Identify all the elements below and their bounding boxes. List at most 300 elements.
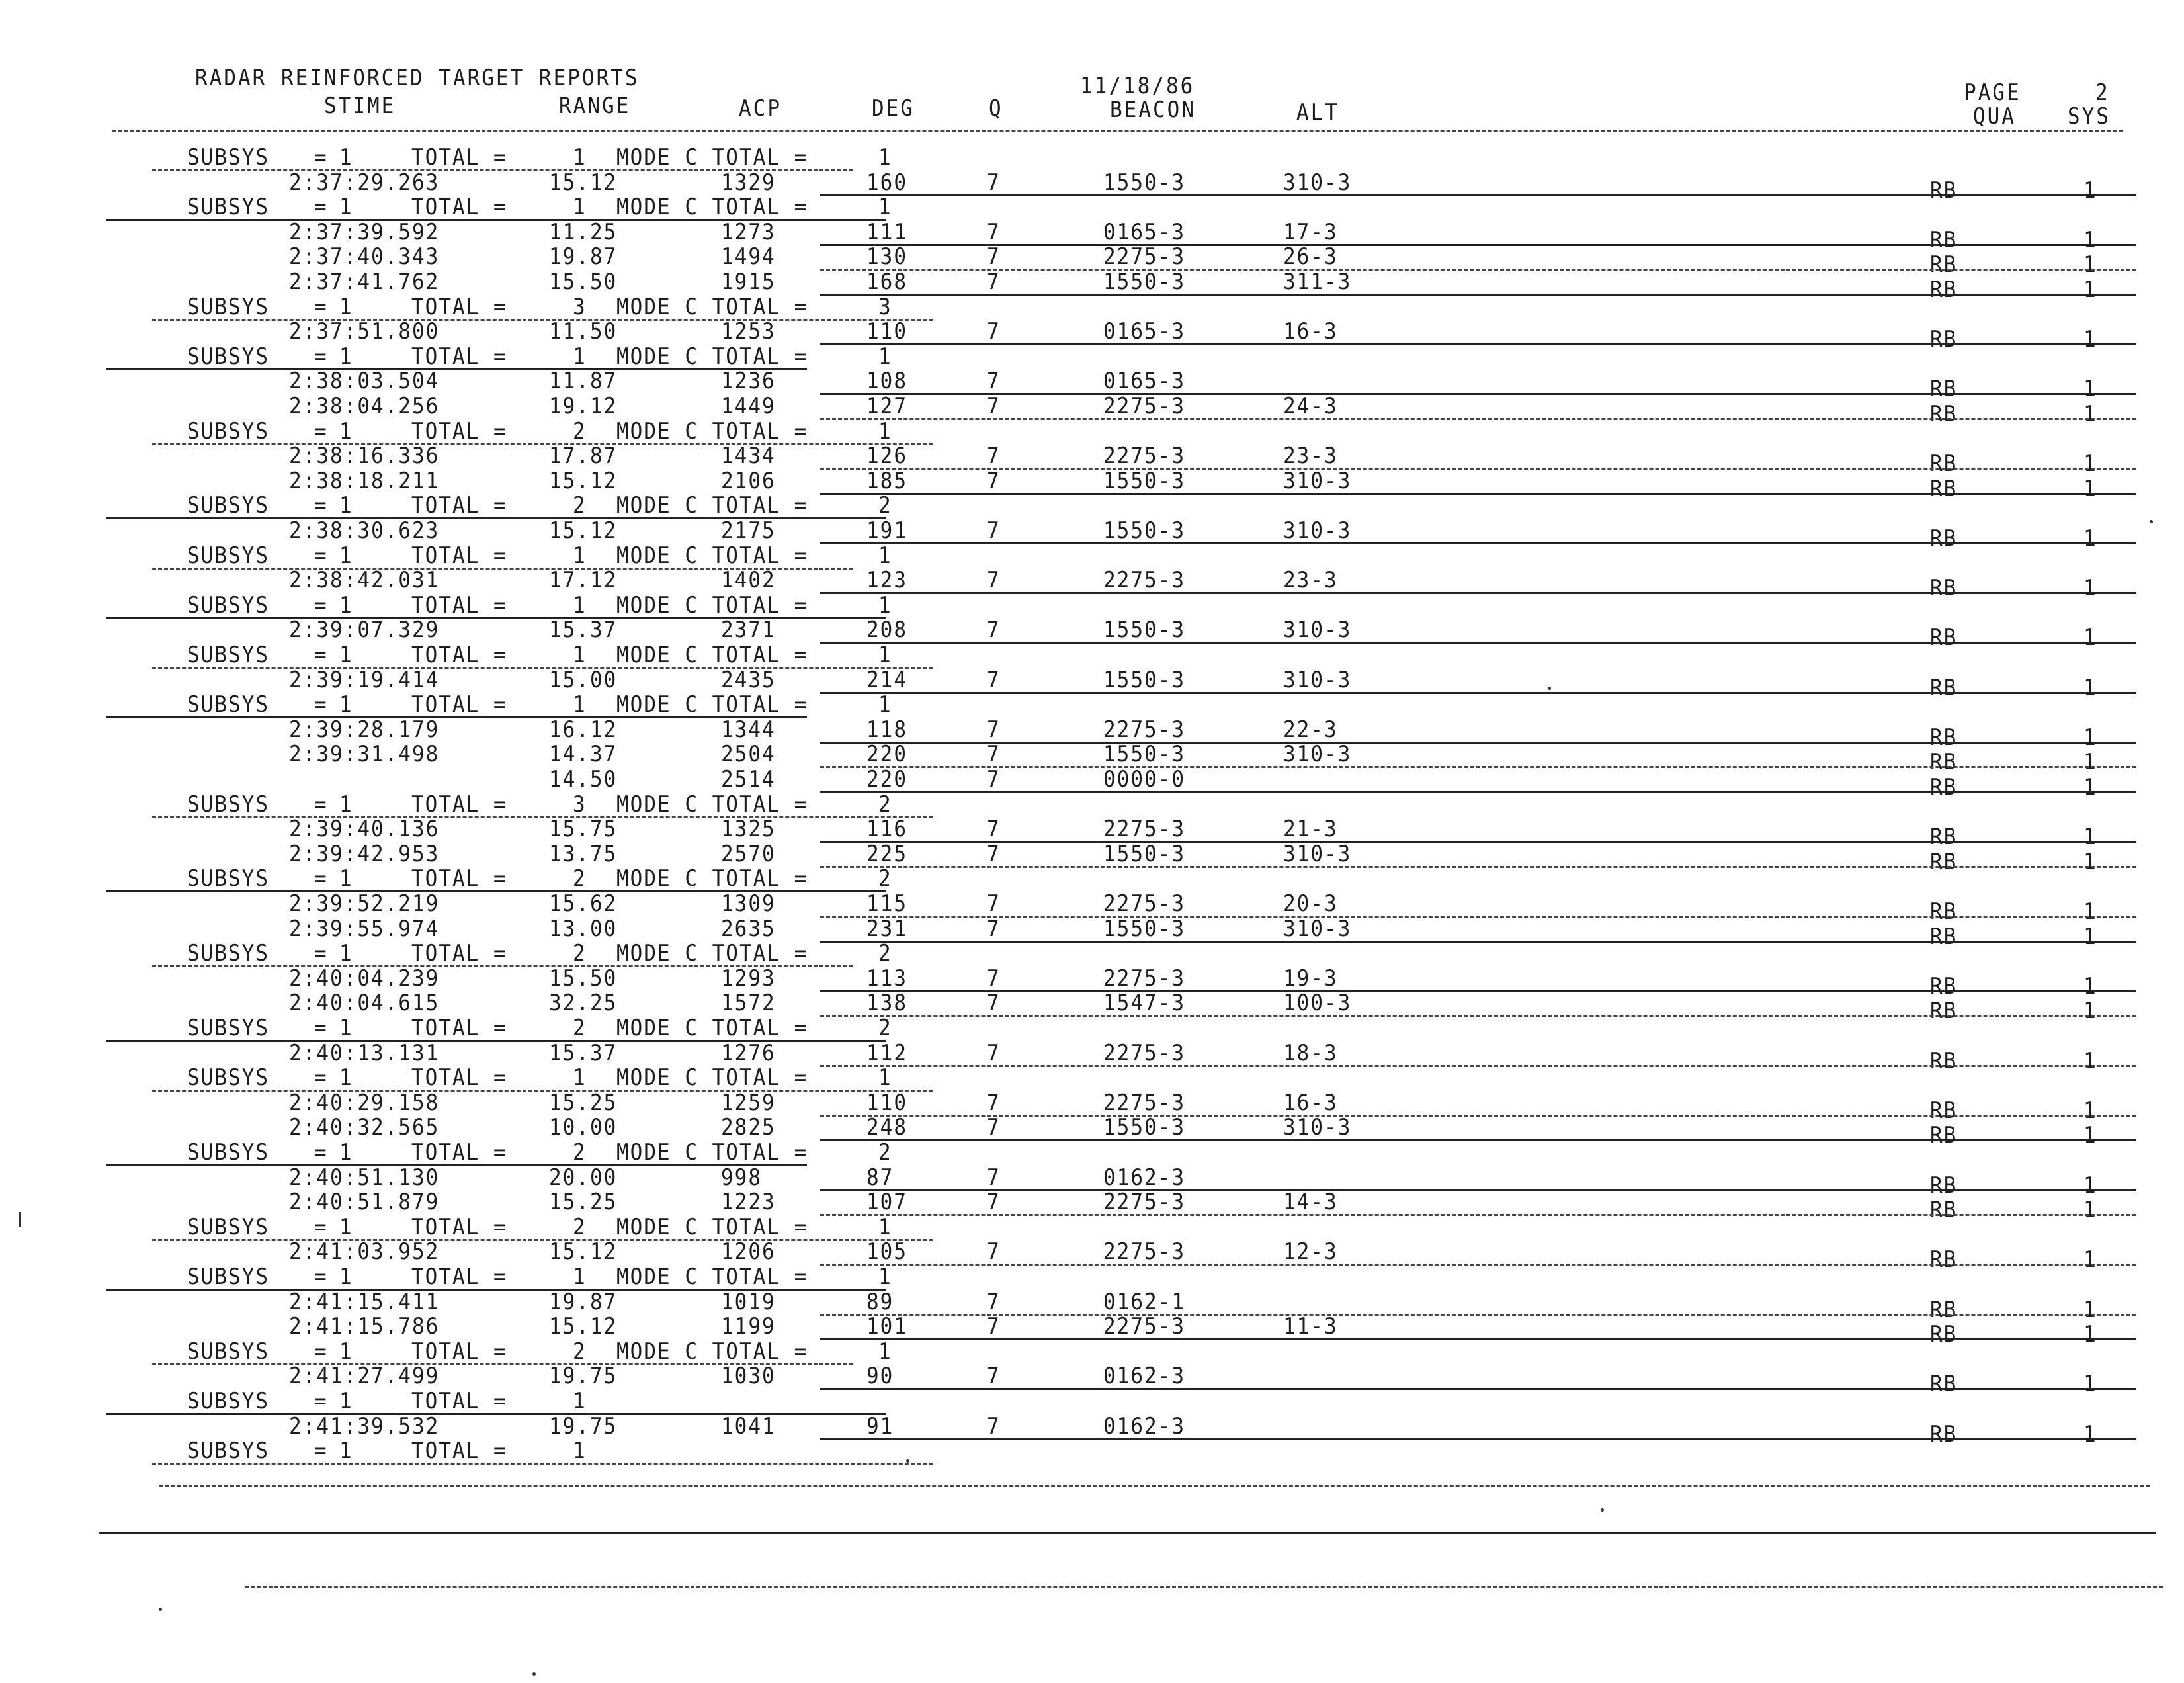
subsys-value: 1 bbox=[339, 791, 353, 818]
cell-sys: 1 bbox=[2083, 724, 2097, 751]
cell-qua: RB bbox=[1930, 227, 1958, 253]
mode-c-total-value: 2 bbox=[878, 1139, 892, 1166]
cell-acp: 1253 bbox=[721, 319, 776, 345]
cell-alt: 310-3 bbox=[1283, 1115, 1352, 1141]
subsys-value: 1 bbox=[339, 592, 353, 619]
equals-sign: = bbox=[314, 592, 328, 619]
cell-alt: 310-3 bbox=[1283, 742, 1352, 768]
total-label: TOTAL = bbox=[411, 144, 507, 171]
cell-q: 7 bbox=[987, 841, 1001, 867]
form-rule bbox=[820, 194, 2136, 196]
cell-sys: 1 bbox=[2083, 1197, 2097, 1223]
cell-alt: 100-3 bbox=[1283, 990, 1352, 1017]
cell-beacon: 1550-3 bbox=[1103, 617, 1185, 644]
total-label: TOTAL = bbox=[411, 194, 507, 220]
cell-beacon: 1550-3 bbox=[1103, 742, 1185, 768]
total-value: 1 bbox=[573, 194, 587, 220]
cell-stime: 2:41:15.411 bbox=[289, 1289, 440, 1315]
cell-range: 15.12 bbox=[549, 1314, 618, 1340]
cell-alt: 23-3 bbox=[1283, 443, 1338, 469]
cell-qua: RB bbox=[1930, 1123, 1958, 1149]
cell-beacon: 0165-3 bbox=[1103, 219, 1185, 245]
equals-sign: = bbox=[314, 1065, 328, 1091]
form-rule bbox=[820, 1388, 2136, 1390]
subsys-value: 1 bbox=[339, 493, 353, 519]
equals-sign: = bbox=[314, 1388, 328, 1414]
mode-c-total-label: MODE C TOTAL = bbox=[616, 1065, 808, 1091]
cell-deg: 101 bbox=[866, 1314, 907, 1340]
mode-c-total-label: MODE C TOTAL = bbox=[616, 592, 808, 619]
total-label: TOTAL = bbox=[411, 1139, 507, 1166]
subsys-label: SUBSYS bbox=[187, 418, 269, 445]
cell-q: 7 bbox=[987, 319, 1001, 345]
subsys-value: 1 bbox=[339, 1438, 353, 1464]
mode-c-total-value: 2 bbox=[878, 941, 892, 967]
equals-sign: = bbox=[314, 692, 328, 718]
cell-acp: 1402 bbox=[721, 568, 776, 593]
mode-c-total-value: 1 bbox=[878, 1214, 892, 1240]
total-label: TOTAL = bbox=[411, 592, 507, 619]
mode-c-total-label: MODE C TOTAL = bbox=[616, 866, 808, 892]
cell-beacon: 0162-1 bbox=[1103, 1289, 1185, 1315]
cell-acp: 1325 bbox=[721, 816, 776, 842]
cell-qua: RB bbox=[1930, 1371, 1958, 1398]
report-date: 11/18/86 bbox=[1080, 73, 1195, 99]
cell-beacon: 2275-3 bbox=[1103, 1090, 1185, 1116]
form-rule bbox=[106, 716, 807, 718]
equals-sign: = bbox=[314, 1139, 328, 1166]
cell-acp: 2504 bbox=[721, 742, 776, 768]
cell-deg: 231 bbox=[866, 916, 907, 942]
cell-sys: 1 bbox=[2083, 1098, 2097, 1124]
subsys-label: SUBSYS bbox=[187, 1264, 269, 1290]
cell-acp: 2825 bbox=[721, 1115, 776, 1141]
cell-acp: 1206 bbox=[721, 1239, 776, 1266]
cell-range: 15.25 bbox=[549, 1090, 618, 1116]
cell-qua: RB bbox=[1930, 401, 1958, 427]
cell-sys: 1 bbox=[2083, 1421, 2097, 1447]
mode-c-total-label: MODE C TOTAL = bbox=[616, 1338, 808, 1365]
cell-sys: 1 bbox=[2083, 451, 2097, 477]
cell-qua: RB bbox=[1930, 1098, 1958, 1124]
cell-sys: 1 bbox=[2083, 327, 2097, 353]
cell-deg: 107 bbox=[866, 1189, 907, 1215]
cell-alt: 16-3 bbox=[1283, 1090, 1338, 1116]
mode-c-total-label: MODE C TOTAL = bbox=[616, 941, 808, 967]
cell-alt: 19-3 bbox=[1283, 965, 1338, 992]
equals-sign: = bbox=[314, 1438, 328, 1464]
form-rule bbox=[820, 1139, 2136, 1141]
subsys-label: SUBSYS bbox=[187, 194, 269, 220]
cell-range: 15.12 bbox=[549, 517, 618, 544]
subsys-label: SUBSYS bbox=[187, 1015, 269, 1041]
cell-sys: 1 bbox=[2083, 824, 2097, 850]
cell-deg: 130 bbox=[866, 244, 907, 271]
cell-stime: 2:40:29.158 bbox=[289, 1090, 440, 1116]
total-value: 1 bbox=[573, 642, 587, 668]
cell-deg: 115 bbox=[866, 890, 907, 917]
cell-range: 13.00 bbox=[549, 916, 618, 942]
subsys-label: SUBSYS bbox=[187, 1438, 269, 1464]
cell-q: 7 bbox=[987, 617, 1001, 644]
cell-alt: 18-3 bbox=[1283, 1040, 1338, 1066]
equals-sign: = bbox=[314, 1338, 328, 1365]
cell-deg: 118 bbox=[866, 716, 907, 743]
cell-deg: 105 bbox=[866, 1239, 907, 1266]
total-value: 3 bbox=[573, 294, 587, 320]
mode-c-total-label: MODE C TOTAL = bbox=[616, 692, 808, 718]
cell-beacon: 2275-3 bbox=[1103, 1314, 1185, 1340]
cell-range: 15.50 bbox=[549, 965, 618, 992]
subsys-label: SUBSYS bbox=[187, 791, 269, 818]
total-label: TOTAL = bbox=[411, 1388, 507, 1414]
cell-deg: 110 bbox=[866, 1090, 907, 1116]
cell-deg: 168 bbox=[866, 269, 907, 295]
cell-sys: 1 bbox=[2083, 849, 2097, 875]
cell-deg: 225 bbox=[866, 841, 907, 867]
cell-range: 15.37 bbox=[549, 617, 618, 644]
equals-sign: = bbox=[314, 343, 328, 370]
cell-beacon: 0000-0 bbox=[1103, 766, 1185, 793]
mode-c-total-label: MODE C TOTAL = bbox=[616, 1015, 808, 1041]
cell-q: 7 bbox=[987, 1164, 1001, 1191]
form-rule bbox=[820, 269, 2136, 271]
cell-qua: RB bbox=[1930, 625, 1958, 652]
cell-deg: 208 bbox=[866, 617, 907, 644]
cell-q: 7 bbox=[987, 169, 1001, 196]
cell-acp: 1019 bbox=[721, 1289, 776, 1315]
total-label: TOTAL = bbox=[411, 692, 507, 718]
subsys-label: SUBSYS bbox=[187, 1388, 269, 1414]
scan-speck bbox=[906, 1459, 909, 1463]
total-value: 2 bbox=[573, 1139, 587, 1166]
form-rule bbox=[820, 542, 2136, 544]
mode-c-total-label: MODE C TOTAL = bbox=[616, 542, 808, 569]
subsys-label: SUBSYS bbox=[187, 866, 269, 892]
form-rule bbox=[820, 692, 2136, 694]
cell-stime: 2:41:03.952 bbox=[289, 1239, 440, 1266]
page-number: 2 bbox=[2095, 79, 2110, 106]
cell-q: 7 bbox=[987, 1363, 1001, 1390]
cell-range: 15.50 bbox=[549, 269, 618, 295]
cell-qua: RB bbox=[1930, 849, 1958, 875]
subsys-value: 1 bbox=[339, 194, 353, 220]
subsys-value: 1 bbox=[339, 418, 353, 445]
equals-sign: = bbox=[314, 542, 328, 569]
mode-c-total-value: 3 bbox=[878, 294, 892, 320]
form-rule bbox=[245, 1586, 2163, 1588]
total-value: 2 bbox=[573, 418, 587, 445]
subsys-label: SUBSYS bbox=[187, 1214, 269, 1240]
cell-sys: 1 bbox=[2083, 476, 2097, 502]
cell-deg: 108 bbox=[866, 368, 907, 395]
form-rule bbox=[106, 368, 807, 370]
cell-stime: 2:37:41.762 bbox=[289, 269, 440, 295]
cell-stime: 2:39:52.219 bbox=[289, 890, 440, 917]
cell-stime: 2:38:04.256 bbox=[289, 393, 440, 419]
cell-deg: 90 bbox=[866, 1363, 894, 1390]
cell-beacon: 1550-3 bbox=[1103, 667, 1185, 693]
cell-stime: 2:39:07.329 bbox=[289, 617, 440, 644]
total-value: 2 bbox=[573, 1338, 587, 1365]
cell-acp: 1259 bbox=[721, 1090, 776, 1116]
cell-range: 14.50 bbox=[549, 766, 618, 793]
col-q: Q bbox=[989, 95, 1003, 122]
cell-acp: 1236 bbox=[721, 368, 776, 395]
mode-c-total-value: 1 bbox=[878, 1264, 892, 1290]
form-rule bbox=[820, 592, 2136, 594]
cell-acp: 1494 bbox=[721, 244, 776, 271]
cell-alt: 310-3 bbox=[1283, 916, 1352, 942]
cell-stime: 2:40:51.879 bbox=[289, 1189, 440, 1215]
equals-sign: = bbox=[314, 294, 328, 320]
cell-stime: 2:37:40.343 bbox=[289, 244, 440, 271]
cell-stime: 2:40:04.239 bbox=[289, 965, 440, 992]
col-alt: ALT bbox=[1296, 99, 1339, 126]
cell-alt: 24-3 bbox=[1283, 393, 1338, 419]
cell-stime: 2:38:03.504 bbox=[289, 368, 440, 395]
cell-acp: 1273 bbox=[721, 219, 776, 245]
subsys-value: 1 bbox=[339, 1065, 353, 1091]
cell-sys: 1 bbox=[2083, 576, 2097, 601]
col-acp: ACP bbox=[739, 95, 782, 122]
cell-alt: 310-3 bbox=[1283, 617, 1352, 644]
cell-sys: 1 bbox=[2083, 376, 2097, 403]
mode-c-total-value: 1 bbox=[878, 1338, 892, 1365]
mode-c-total-label: MODE C TOTAL = bbox=[616, 343, 808, 370]
col-sys: SYS bbox=[2068, 103, 2111, 130]
cell-stime: 2:40:04.615 bbox=[289, 990, 440, 1017]
cell-range: 19.87 bbox=[549, 1289, 618, 1315]
subsys-value: 1 bbox=[339, 692, 353, 718]
form-rule bbox=[820, 916, 2136, 918]
subsys-label: SUBSYS bbox=[187, 592, 269, 619]
total-value: 3 bbox=[573, 791, 587, 818]
subsys-label: SUBSYS bbox=[187, 941, 269, 967]
cell-acp: 1041 bbox=[721, 1413, 776, 1440]
cell-stime: 2:39:42.953 bbox=[289, 841, 440, 867]
subsys-value: 1 bbox=[339, 941, 353, 967]
cell-deg: 185 bbox=[866, 468, 907, 494]
cell-sys: 1 bbox=[2083, 924, 2097, 950]
subsys-label: SUBSYS bbox=[187, 692, 269, 718]
cell-q: 7 bbox=[987, 742, 1001, 768]
cell-alt: 310-3 bbox=[1283, 169, 1352, 196]
cell-sys: 1 bbox=[2083, 401, 2097, 427]
cell-beacon: 0162-3 bbox=[1103, 1413, 1185, 1440]
cell-alt: 17-3 bbox=[1283, 219, 1338, 245]
total-value: 1 bbox=[573, 1264, 587, 1290]
subsys-value: 1 bbox=[339, 1214, 353, 1240]
mode-c-total-value: 1 bbox=[878, 343, 892, 370]
form-rule bbox=[152, 1239, 933, 1241]
cell-deg: 87 bbox=[866, 1164, 894, 1191]
equals-sign: = bbox=[314, 1264, 328, 1290]
cell-q: 7 bbox=[987, 1314, 1001, 1340]
cell-sys: 1 bbox=[2083, 1048, 2097, 1074]
cell-range: 17.87 bbox=[549, 443, 618, 469]
cell-qua: RB bbox=[1930, 973, 1958, 1000]
subsys-label: SUBSYS bbox=[187, 144, 269, 171]
cell-sys: 1 bbox=[2083, 750, 2097, 776]
cell-range: 15.75 bbox=[549, 816, 618, 842]
form-rule bbox=[820, 1115, 2136, 1117]
cell-q: 7 bbox=[987, 990, 1001, 1017]
cell-qua: RB bbox=[1930, 476, 1958, 502]
cell-q: 7 bbox=[987, 393, 1001, 419]
subsys-value: 1 bbox=[339, 1264, 353, 1290]
cell-range: 19.87 bbox=[549, 244, 618, 271]
cell-qua: RB bbox=[1930, 1247, 1958, 1273]
subsys-label: SUBSYS bbox=[187, 1139, 269, 1166]
cell-beacon: 2275-3 bbox=[1103, 244, 1185, 271]
mode-c-total-label: MODE C TOTAL = bbox=[616, 418, 808, 445]
cell-stime: 2:37:29.263 bbox=[289, 169, 440, 196]
cell-range: 15.12 bbox=[549, 1239, 618, 1266]
cell-acp: 998 bbox=[721, 1164, 762, 1191]
cell-alt: 16-3 bbox=[1283, 319, 1338, 345]
cell-qua: RB bbox=[1930, 1421, 1958, 1447]
form-rule bbox=[820, 1338, 2136, 1340]
mode-c-total-value: 2 bbox=[878, 493, 892, 519]
cell-q: 7 bbox=[987, 443, 1001, 469]
cell-acp: 1223 bbox=[721, 1189, 776, 1215]
cell-range: 19.12 bbox=[549, 393, 618, 419]
cell-alt: 310-3 bbox=[1283, 841, 1352, 867]
cell-sys: 1 bbox=[2083, 898, 2097, 925]
cell-range: 15.12 bbox=[549, 169, 618, 196]
total-label: TOTAL = bbox=[411, 941, 507, 967]
cell-beacon: 1550-3 bbox=[1103, 468, 1185, 494]
cell-acp: 1572 bbox=[721, 990, 776, 1017]
cell-deg: 138 bbox=[866, 990, 907, 1017]
cell-alt: 14-3 bbox=[1283, 1189, 1338, 1215]
subsys-label: SUBSYS bbox=[187, 294, 269, 320]
page-label: PAGE bbox=[1964, 79, 2021, 106]
mode-c-total-value: 1 bbox=[878, 144, 892, 171]
subsys-value: 1 bbox=[339, 642, 353, 668]
mode-c-total-value: 1 bbox=[878, 418, 892, 445]
cell-qua: RB bbox=[1930, 774, 1958, 800]
cell-sys: 1 bbox=[2083, 1247, 2097, 1273]
cell-q: 7 bbox=[987, 667, 1001, 693]
form-rule bbox=[820, 418, 2136, 420]
cell-acp: 2175 bbox=[721, 517, 776, 544]
cell-q: 7 bbox=[987, 916, 1001, 942]
cell-acp: 1344 bbox=[721, 716, 776, 743]
cell-qua: RB bbox=[1930, 1048, 1958, 1074]
cell-range: 13.75 bbox=[549, 841, 618, 867]
cell-beacon: 1550-3 bbox=[1103, 517, 1185, 544]
cell-q: 7 bbox=[987, 890, 1001, 917]
mode-c-total-label: MODE C TOTAL = bbox=[616, 1264, 808, 1290]
total-label: TOTAL = bbox=[411, 418, 507, 445]
cell-q: 7 bbox=[987, 1239, 1001, 1266]
cell-alt: 22-3 bbox=[1283, 716, 1338, 743]
subsys-label: SUBSYS bbox=[187, 493, 269, 519]
mode-c-total-label: MODE C TOTAL = bbox=[616, 144, 808, 171]
cell-qua: RB bbox=[1930, 924, 1958, 950]
cell-alt: 311-3 bbox=[1283, 269, 1352, 295]
cell-qua: RB bbox=[1930, 525, 1958, 552]
mode-c-total-value: 1 bbox=[878, 1065, 892, 1091]
col-qua: QUA bbox=[1973, 103, 2016, 130]
total-label: TOTAL = bbox=[411, 1338, 507, 1365]
cell-range: 15.00 bbox=[549, 667, 618, 693]
form-rule bbox=[106, 1164, 807, 1166]
cell-sys: 1 bbox=[2083, 973, 2097, 1000]
cell-beacon: 2275-3 bbox=[1103, 816, 1185, 842]
cell-q: 7 bbox=[987, 219, 1001, 245]
total-label: TOTAL = bbox=[411, 493, 507, 519]
cell-alt: 310-3 bbox=[1283, 468, 1352, 494]
cell-qua: RB bbox=[1930, 451, 1958, 477]
cell-stime: 2:41:39.532 bbox=[289, 1413, 440, 1440]
subsys-label: SUBSYS bbox=[187, 1338, 269, 1365]
cell-q: 7 bbox=[987, 568, 1001, 593]
form-rule bbox=[820, 941, 2136, 943]
cell-qua: RB bbox=[1930, 724, 1958, 751]
col-range: RANGE bbox=[559, 93, 631, 119]
cell-qua: RB bbox=[1930, 1197, 1958, 1223]
scan-speck bbox=[159, 1608, 162, 1611]
cell-acp: 2514 bbox=[721, 766, 776, 793]
cell-alt: 11-3 bbox=[1283, 1314, 1338, 1340]
form-rule bbox=[152, 443, 933, 445]
cell-stime: 2:37:39.592 bbox=[289, 219, 440, 245]
cell-qua: RB bbox=[1930, 750, 1958, 776]
cell-qua: RB bbox=[1930, 327, 1958, 353]
cell-acp: 1329 bbox=[721, 169, 776, 196]
form-rule bbox=[820, 1438, 2136, 1440]
cell-range: 17.12 bbox=[549, 568, 618, 593]
cell-sys: 1 bbox=[2083, 277, 2097, 303]
mode-c-total-label: MODE C TOTAL = bbox=[616, 294, 808, 320]
cell-stime: 2:40:13.131 bbox=[289, 1040, 440, 1066]
cell-stime: 2:39:55.974 bbox=[289, 916, 440, 942]
cell-stime: 2:41:15.786 bbox=[289, 1314, 440, 1340]
scan-speck bbox=[1548, 687, 1551, 690]
cell-deg: 89 bbox=[866, 1289, 894, 1315]
cell-deg: 91 bbox=[866, 1413, 894, 1440]
cell-alt: 20-3 bbox=[1283, 890, 1338, 917]
cell-range: 15.12 bbox=[549, 468, 618, 494]
form-rule bbox=[820, 393, 2136, 395]
form-rule bbox=[152, 1090, 933, 1092]
cell-q: 7 bbox=[987, 965, 1001, 992]
cell-stime: 2:39:19.414 bbox=[289, 667, 440, 693]
cell-stime: 2:40:51.130 bbox=[289, 1164, 440, 1191]
scan-speck bbox=[1601, 1508, 1604, 1512]
form-rule bbox=[820, 1264, 2136, 1266]
total-value: 2 bbox=[573, 1015, 587, 1041]
cell-qua: RB bbox=[1930, 824, 1958, 850]
total-value: 1 bbox=[573, 1388, 587, 1414]
cell-stime: 2:39:31.498 bbox=[289, 742, 440, 768]
form-rule bbox=[820, 1189, 2136, 1191]
cell-q: 7 bbox=[987, 766, 1001, 793]
subsys-value: 1 bbox=[339, 1338, 353, 1365]
cell-acp: 1276 bbox=[721, 1040, 776, 1066]
total-value: 1 bbox=[573, 1438, 587, 1464]
total-label: TOTAL = bbox=[411, 1264, 507, 1290]
cell-q: 7 bbox=[987, 816, 1001, 842]
cell-beacon: 1550-3 bbox=[1103, 169, 1185, 196]
cell-q: 7 bbox=[987, 244, 1001, 271]
form-rule bbox=[152, 1463, 933, 1465]
cell-range: 20.00 bbox=[549, 1164, 618, 1191]
mode-c-total-value: 1 bbox=[878, 692, 892, 718]
